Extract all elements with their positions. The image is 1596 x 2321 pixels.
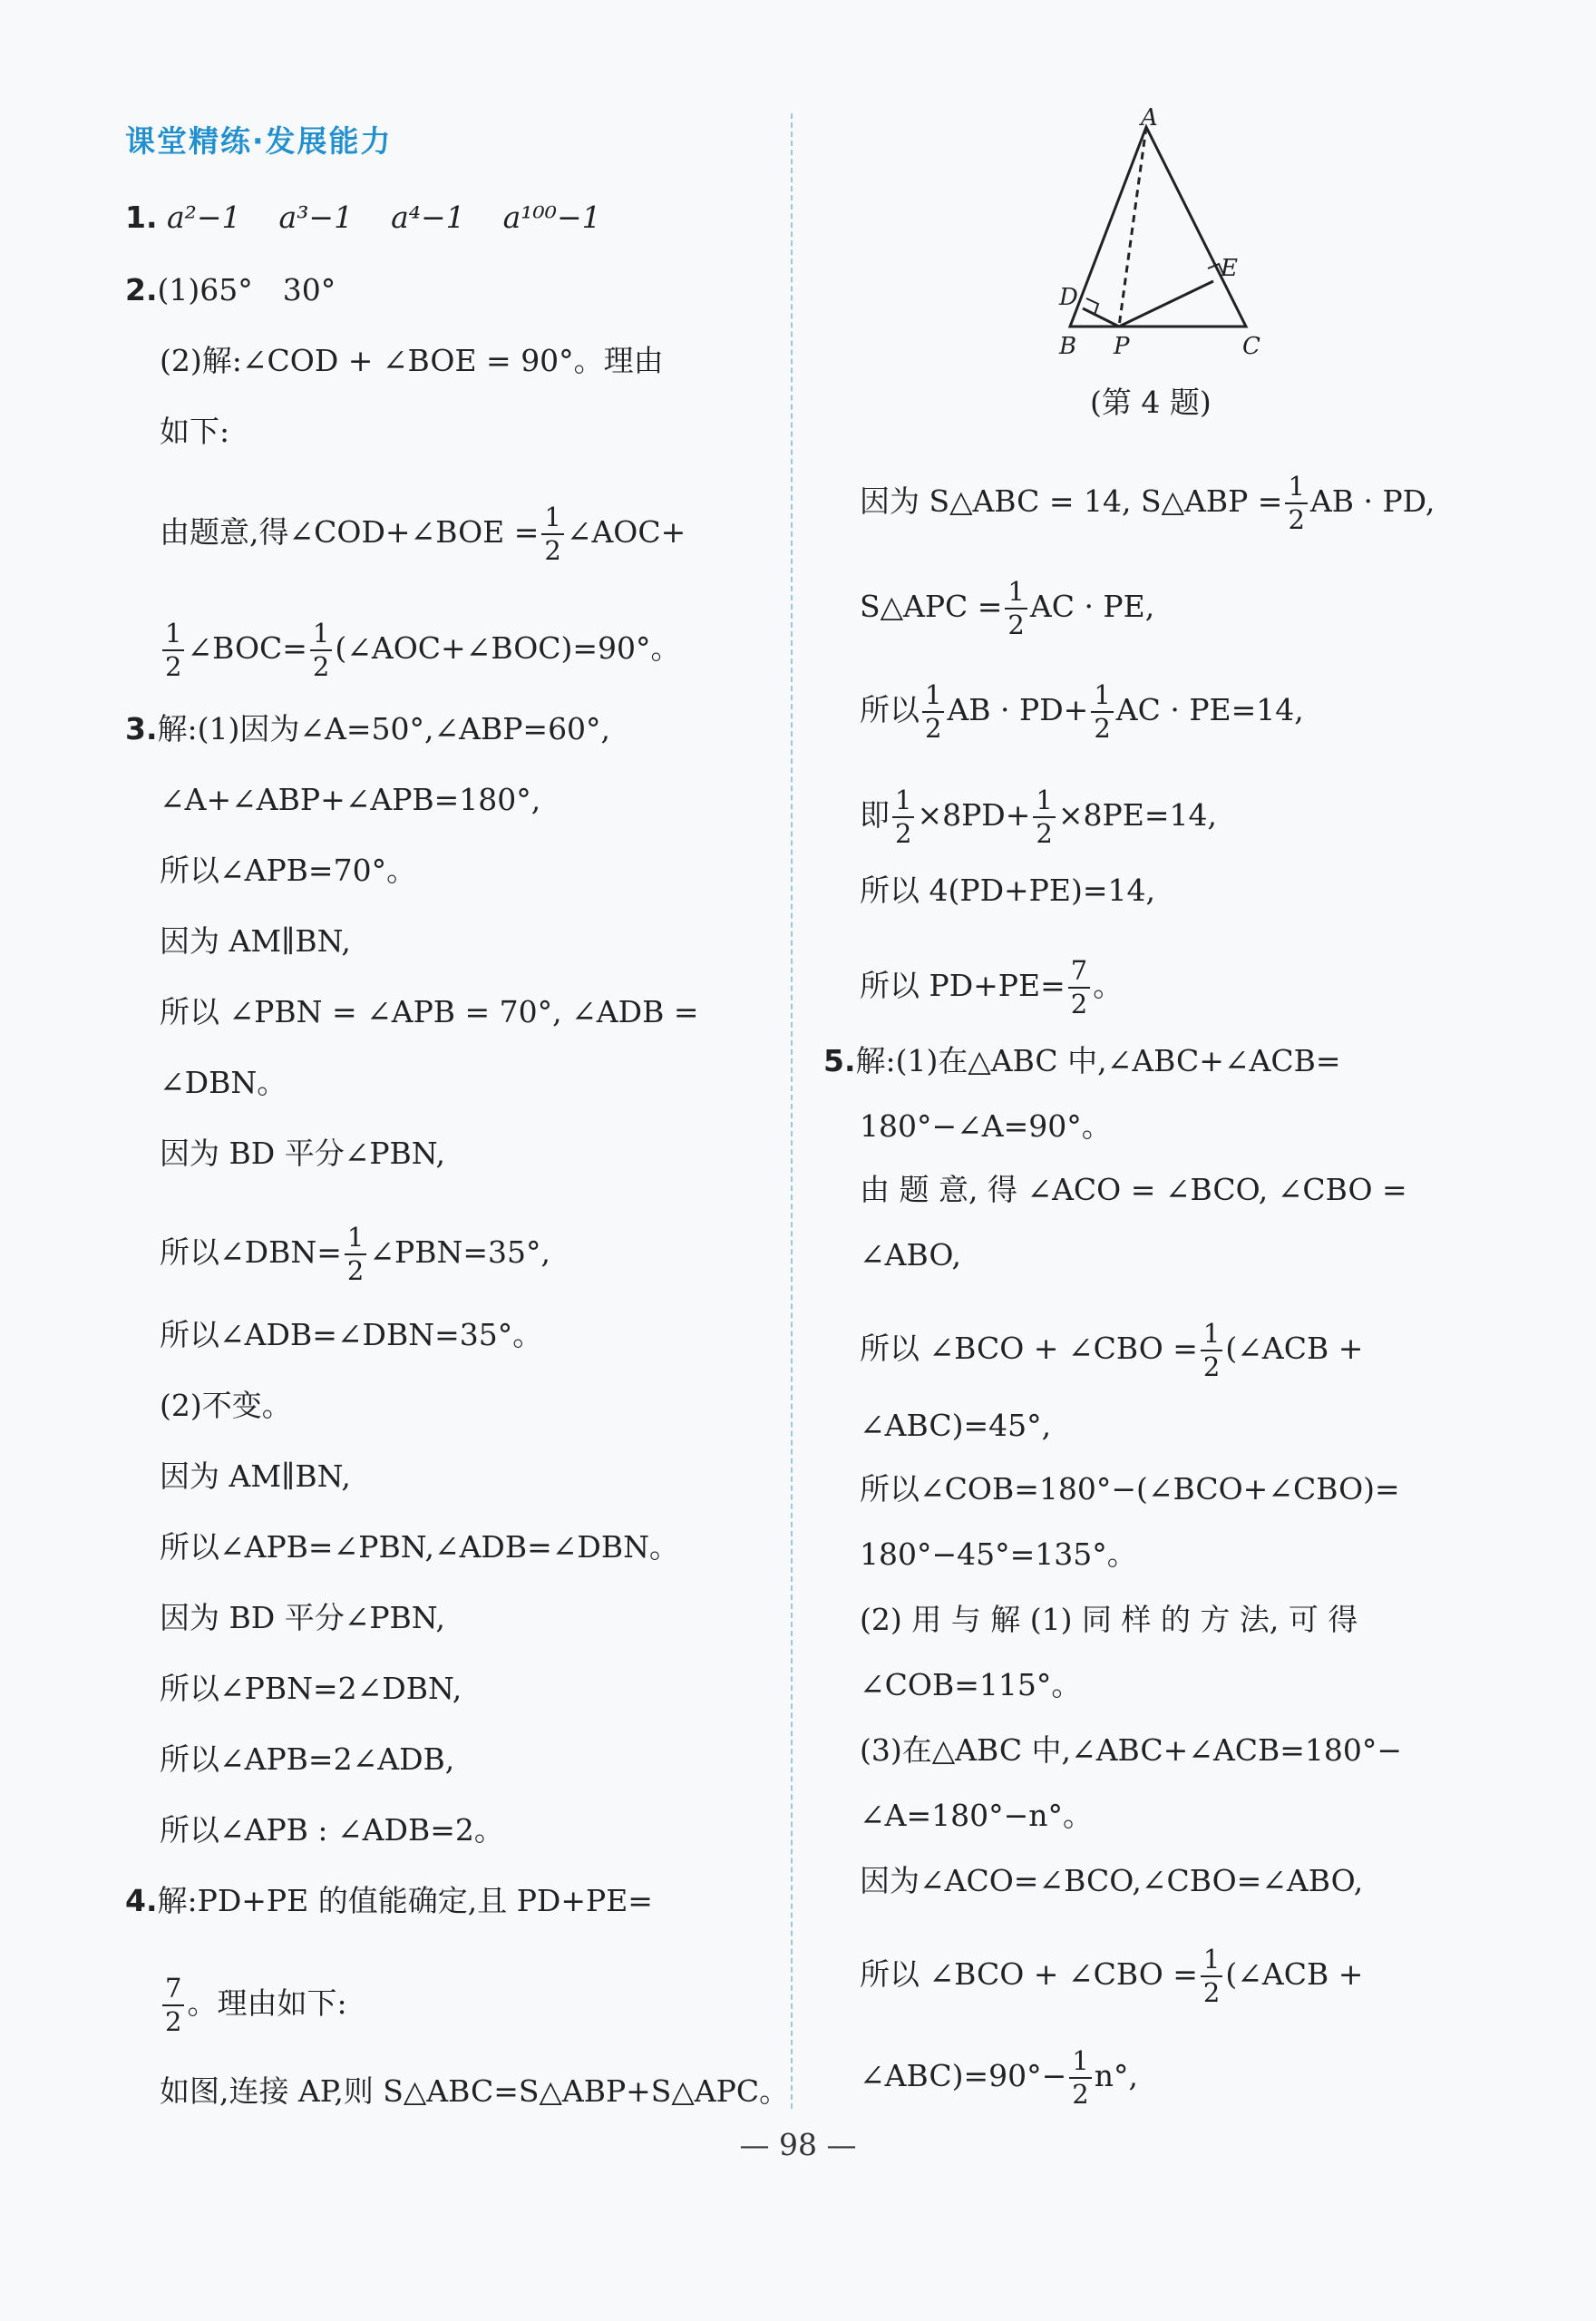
q5-line13: 因为∠ACO=∠BCO,∠CBO=∠ABO, bbox=[860, 1863, 1364, 1898]
q4-r4: 即 $\frac{1}{2}$ ×8PD+ $\frac{1}{2}$ ×8PE=14, bbox=[860, 785, 1217, 849]
q4-r3: 所以 $\frac{1}{2}$ AB · PD+ $\frac{1}{2}$ AC · PE=14, bbox=[860, 679, 1304, 744]
fraction: $\frac{1}{2}$ bbox=[162, 620, 184, 680]
q2-line4: $\frac{1}{2}$ ∠BOC= $\frac{1}{2}$ (∠AOC+∠BOC)=90°。 bbox=[160, 620, 681, 680]
q3-line14: 所以∠PBN=2∠DBN, bbox=[160, 1671, 462, 1706]
segment-pe bbox=[1119, 281, 1213, 327]
q4-line1: 4.解:PD+PE 的值能确定,且 PD+PE= bbox=[125, 1883, 653, 1918]
q5-line5: 所以 ∠BCO + ∠CBO = $\frac{1}{2}$ (∠ACB + bbox=[860, 1318, 1364, 1382]
q4-line3: 如图,连接 AP,则 S△ABC=S△ABP+S△APC。 bbox=[160, 2073, 790, 2109]
q5-line4: ∠ABO, bbox=[860, 1237, 961, 1273]
fraction: $\frac{1}{2}$ bbox=[1091, 682, 1113, 742]
fraction: $\frac{1}{2}$ bbox=[345, 1224, 366, 1284]
fraction: $\frac{1}{2}$ bbox=[892, 787, 914, 847]
segment-ap bbox=[1119, 127, 1146, 327]
q3-line9: 所以∠ADB=∠DBN=35°。 bbox=[160, 1317, 543, 1352]
q3-line7: 因为 BD 平分∠PBN, bbox=[160, 1136, 446, 1171]
q4-r6: 所以 PD+PE= $\frac{7}{2}$ 。 bbox=[860, 955, 1124, 1019]
q5-line15: ∠ABC)=90°− $\frac{1}{2}$ n°, bbox=[860, 2045, 1138, 2110]
q3-line5: 所以 ∠PBN = ∠APB = 70°, ∠ADB = bbox=[160, 994, 699, 1029]
fraction: $\frac{1}{2}$ bbox=[310, 620, 332, 680]
q5-line11: (3)在△ABC 中,∠ABC+∠ACB=180°− bbox=[860, 1732, 1403, 1768]
label-p: P bbox=[1114, 333, 1130, 360]
q4-r1: 因为 S△ABC = 14, S△ABP = $\frac{1}{2}$ AB · PD, bbox=[860, 471, 1435, 535]
section-title: 课堂精练·发展能力 bbox=[125, 123, 393, 159]
q1-item: a¹⁰⁰−1 bbox=[502, 200, 601, 235]
page-number: — 98 — bbox=[739, 2127, 857, 2162]
q5-line12: ∠A=180°−n°。 bbox=[860, 1798, 1094, 1833]
q3-line8: 所以∠DBN= $\frac{1}{2}$ ∠PBN=35°, bbox=[160, 1222, 550, 1286]
q4-r2: S△APC = $\frac{1}{2}$ AC · PE, bbox=[860, 576, 1155, 640]
q5-line7: 所以∠COB=180°−(∠BCO+∠CBO)= bbox=[860, 1471, 1400, 1507]
label-b: B bbox=[1059, 333, 1077, 360]
label-e: E bbox=[1221, 255, 1238, 282]
triangle-figure bbox=[1052, 107, 1351, 361]
figure-caption: (第 4 题) bbox=[1090, 385, 1212, 420]
q3-line3: 所以∠APB=70°。 bbox=[160, 853, 417, 888]
q4-r5: 所以 4(PD+PE)=14, bbox=[860, 873, 1155, 908]
q2-part2-cont: 如下: bbox=[160, 414, 230, 449]
q3-line16: 所以∠APB : ∠ADB=2。 bbox=[160, 1812, 504, 1848]
q5-line2: 180°−∠A=90°。 bbox=[860, 1108, 1112, 1144]
q5-line3: 由 题 意, 得 ∠ACO = ∠BCO, ∠CBO = bbox=[860, 1172, 1407, 1207]
fraction: $\frac{1}{2}$ bbox=[1033, 787, 1055, 847]
fraction: $\frac{1}{2}$ bbox=[541, 504, 563, 564]
q2-line3: 由题意,得∠COD+∠BOE = $\frac{1}{2}$ ∠AOC+ bbox=[160, 502, 686, 566]
q3-line15: 所以∠APB=2∠ADB, bbox=[160, 1741, 455, 1777]
fraction: $\frac{1}{2}$ bbox=[1069, 2048, 1091, 2108]
fraction: $\frac{1}{2}$ bbox=[1201, 1321, 1222, 1380]
q5-line8: 180°−45°=135°。 bbox=[860, 1536, 1137, 1572]
q3-line11: 因为 AM∥BN, bbox=[160, 1458, 351, 1494]
label-d: D bbox=[1059, 284, 1078, 311]
fraction: $\frac{7}{2}$ bbox=[1068, 958, 1090, 1018]
q5-line9: (2) 用 与 解 (1) 同 样 的 方 法, 可 得 bbox=[860, 1602, 1358, 1637]
q3-line13: 因为 BD 平分∠PBN, bbox=[160, 1600, 446, 1635]
triangle-abc bbox=[1070, 127, 1246, 327]
q2-part2: (2)解:∠COD + ∠BOE = 90°。理由 bbox=[160, 343, 664, 378]
fraction: $\frac{1}{2}$ bbox=[1285, 473, 1307, 533]
column-divider bbox=[791, 113, 793, 2109]
q3-line4: 因为 AM∥BN, bbox=[160, 923, 351, 959]
q5-line14: 所以 ∠BCO + ∠CBO = $\frac{1}{2}$ (∠ACB + bbox=[860, 1944, 1364, 2008]
label-c: C bbox=[1242, 333, 1260, 360]
q1: 1. a²−1 a³−1 a⁴−1 a¹⁰⁰−1 bbox=[125, 200, 601, 235]
q1-item: a⁴−1 bbox=[391, 200, 465, 235]
q3-line10: (2)不变。 bbox=[160, 1388, 292, 1423]
fraction: $\frac{1}{2}$ bbox=[1005, 579, 1027, 639]
q4-line2: $\frac{7}{2}$ 。理由如下: bbox=[160, 1975, 347, 2035]
fraction: $\frac{1}{2}$ bbox=[1201, 1946, 1222, 2006]
q3-line12: 所以∠APB=∠PBN,∠ADB=∠DBN。 bbox=[160, 1529, 680, 1565]
q2-part1: 2.(1)65° 30° bbox=[125, 272, 336, 307]
q5-line6: ∠ABC)=45°, bbox=[860, 1408, 1052, 1443]
fraction: $\frac{1}{2}$ bbox=[922, 682, 944, 742]
q1-item: a³−1 bbox=[278, 200, 354, 235]
q3-line2: ∠A+∠ABP+∠APB=180°, bbox=[160, 782, 541, 817]
q5-line1: 5.解:(1)在△ABC 中,∠ABC+∠ACB= bbox=[823, 1043, 1341, 1078]
q5-line10: ∠COB=115°。 bbox=[860, 1667, 1082, 1702]
q3-line6: ∠DBN。 bbox=[160, 1065, 287, 1100]
segment-pd bbox=[1083, 308, 1119, 327]
label-a: A bbox=[1141, 107, 1158, 132]
q1-item: a²−1 bbox=[167, 200, 241, 235]
q3-line1: 3.解:(1)因为∠A=50°,∠ABP=60°, bbox=[125, 711, 611, 746]
fraction: $\frac{7}{2}$ bbox=[162, 1975, 184, 2035]
